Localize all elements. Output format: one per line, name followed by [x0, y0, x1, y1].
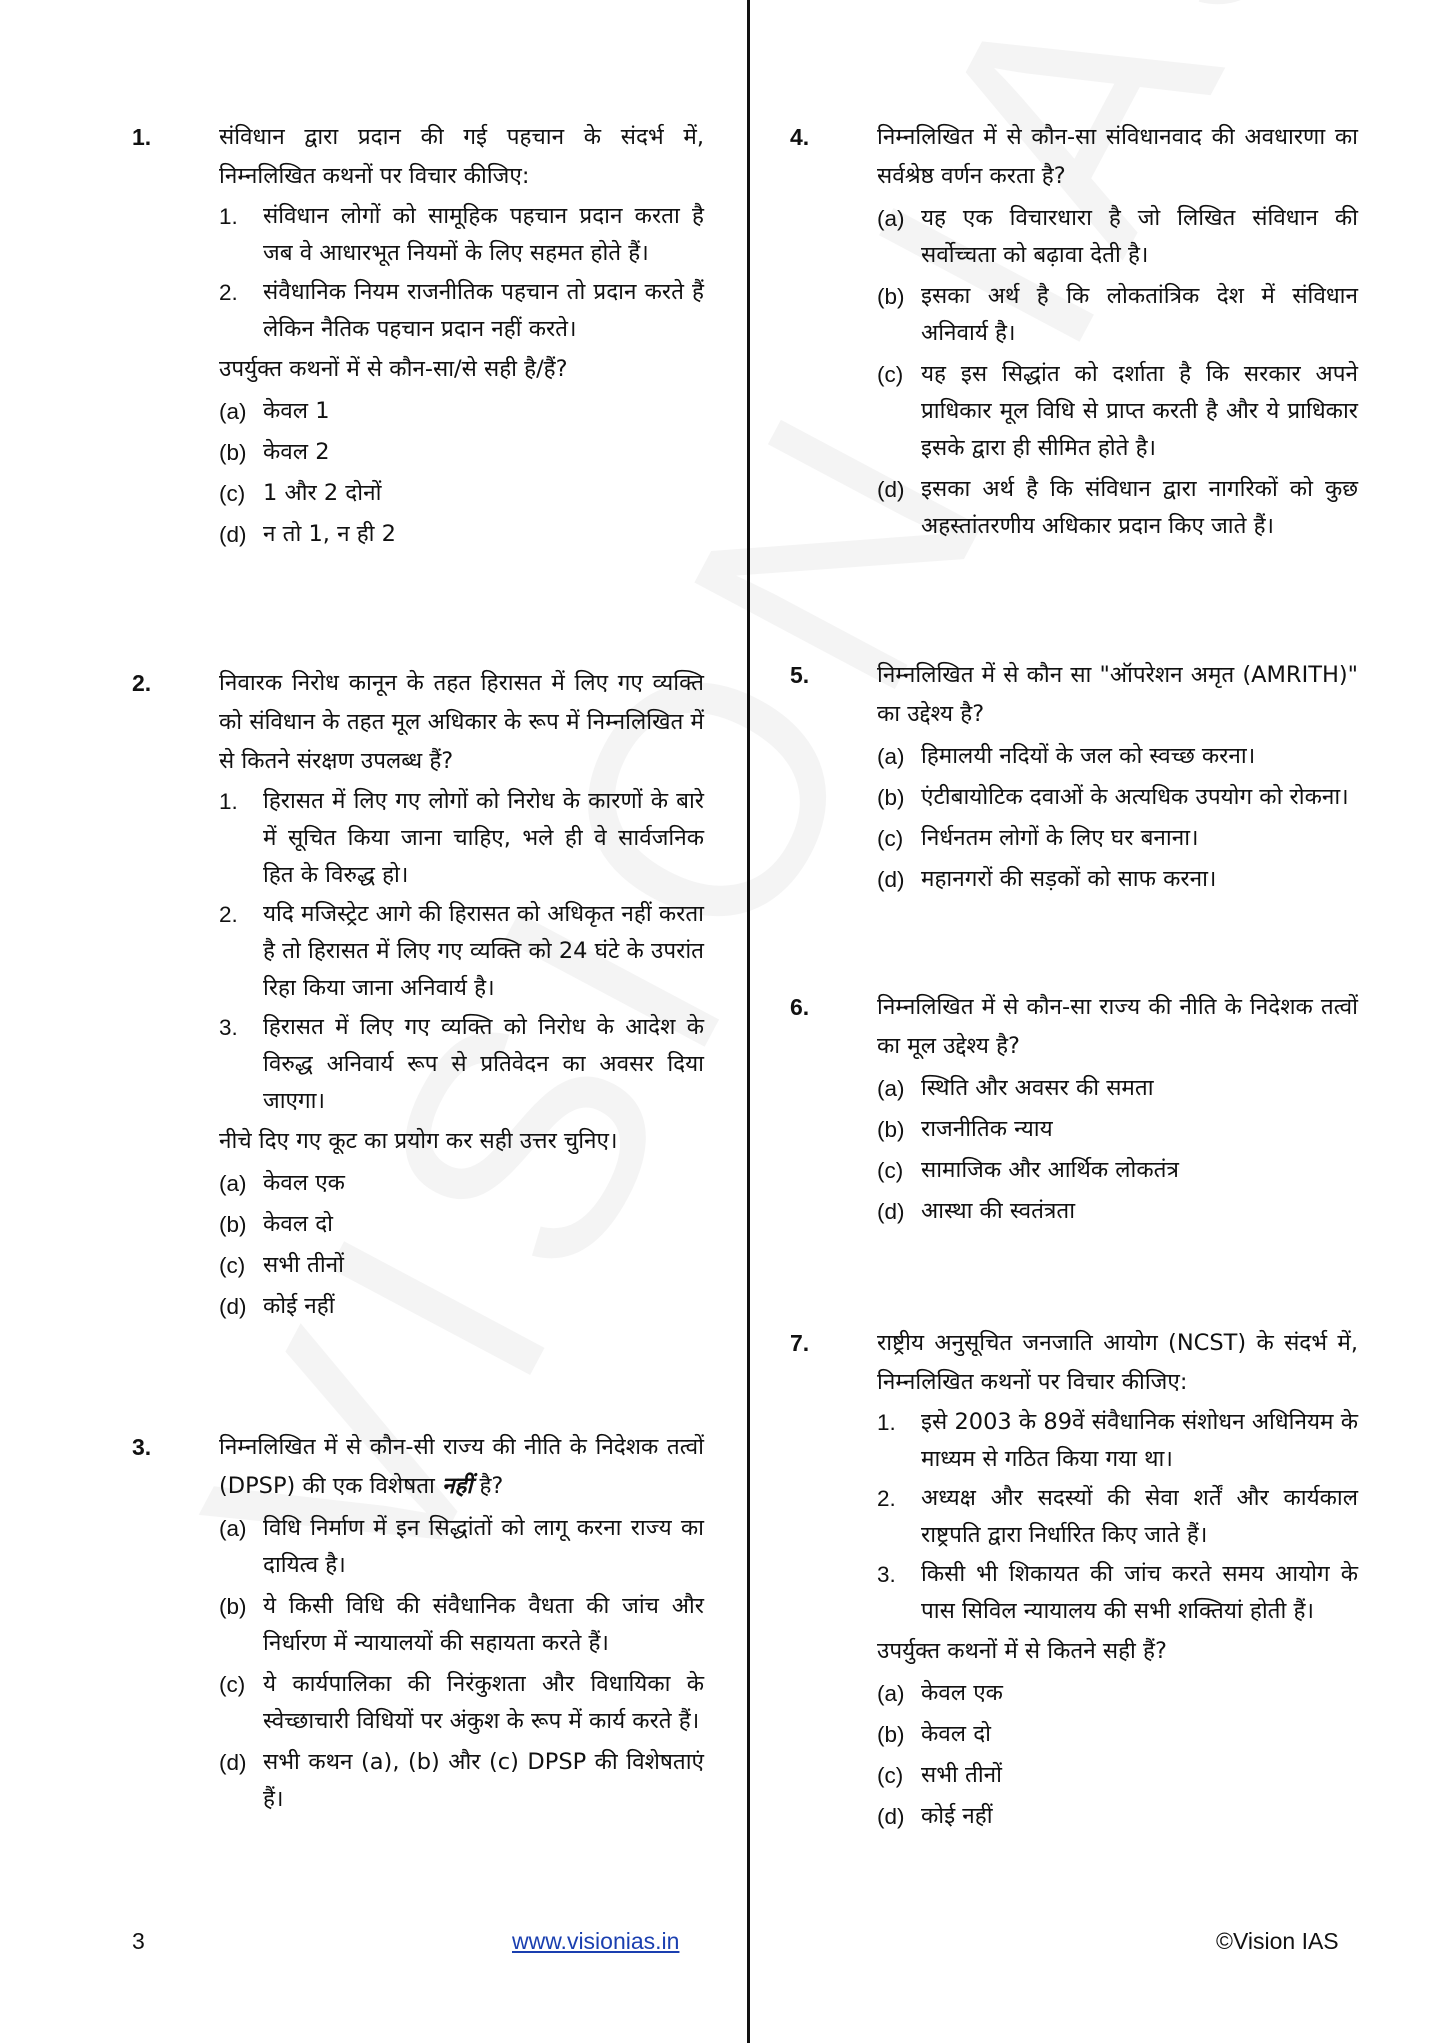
question-2: [132, 664, 704, 1390]
statement-text: किसी भी शिकायत की जांच करते समय आयोग के पास सिविल न्यायालय की सभी शक्तियां होती हैं।: [921, 1561, 1358, 1624]
option-a[interactable]: [877, 200, 1358, 274]
option-label: (b): [219, 1212, 247, 1237]
statement-label: 2.: [877, 1486, 896, 1511]
option-a[interactable]: [219, 1165, 704, 1202]
option-label: (d): [877, 1199, 905, 1224]
statement-text: अध्यक्ष और सदस्यों की सेवा शर्तें और कार्यकाल राष्ट्रपति द्वारा निर्धारित किए जाते हैं।: [921, 1485, 1358, 1548]
statement: [877, 1556, 1358, 1630]
option-label: (a): [219, 1171, 247, 1196]
statement-label: 3.: [877, 1562, 896, 1587]
left-column: [132, 118, 704, 1818]
option-b[interactable]: [877, 278, 1358, 352]
option-c[interactable]: [877, 1757, 1358, 1794]
question-ask: नीचे दिए गए कूट का प्रयोग कर सही उत्तर चुनिए।: [219, 1128, 618, 1154]
statement: [877, 1480, 1358, 1554]
statement-text: संवैधानिक नियम राजनीतिक पहचान तो प्रदान करते हैं लेकिन नैतिक पहचान प्रदान नहीं करते।: [263, 279, 704, 342]
option-d[interactable]: [219, 516, 704, 553]
option-text: केवल दो: [263, 1211, 333, 1237]
statement-text: हिरासत में लिए गए व्यक्ति को निरोध के आदेश के विरुद्ध अनिवार्य रूप से प्रतिवेदन का अवसर दिया जाएगा।: [263, 1014, 704, 1114]
question-stem: [219, 1428, 704, 1506]
option-label: (a): [219, 399, 247, 424]
option-c[interactable]: [877, 356, 1358, 467]
option-a[interactable]: [877, 738, 1358, 775]
statement: [219, 1009, 704, 1120]
option-text: सभी तीनों: [921, 1762, 1002, 1788]
option-b[interactable]: [877, 1111, 1358, 1148]
option-text: केवल दो: [921, 1721, 991, 1747]
question-stem: संविधान द्वारा प्रदान की गई पहचान के संदर्भ में, निम्नलिखित कथनों पर विचार कीजिए:: [219, 124, 704, 189]
statement: [219, 198, 704, 272]
question-4: [790, 118, 1358, 618]
option-label: (d): [219, 1294, 247, 1319]
option-b[interactable]: [219, 1206, 704, 1243]
option-text: ये कार्यपालिका की निरंकुशता और विधायिका के स्वेच्छाचारी विधियों पर अंकुश के रूप में कार्य करते हैं।: [263, 1671, 704, 1734]
option-label: (c): [219, 1253, 246, 1278]
option-text: केवल एक: [921, 1680, 1003, 1706]
option-label: (c): [877, 362, 904, 387]
option-d[interactable]: [877, 1798, 1358, 1835]
stem-emphasis: नहीं: [442, 1473, 473, 1499]
option-text: राजनीतिक न्याय: [921, 1116, 1053, 1142]
option-b[interactable]: [219, 434, 704, 471]
statement: [219, 274, 704, 348]
option-text: निर्धनतम लोगों के लिए घर बनाना।: [921, 825, 1199, 851]
stem-text: निम्नलिखित में से कौन-सी राज्य की नीति के निदेशक तत्वों (DPSP) की एक विशेषता: [219, 1434, 704, 1499]
option-text: ये किसी विधि की संवैधानिक वैधता की जांच और निर्धारण में न्यायालयों की सहायता करते हैं।: [263, 1593, 704, 1656]
question-stem: निवारक निरोध कानून के तहत हिरासत में लिए गए व्यक्ति को संविधान के तहत मूल अधिकार के रूप में निम्नलिखित में से कितने संरक्षण उपलब्ध हैं?: [219, 670, 704, 774]
statement: [219, 896, 704, 1007]
question-number: 3.: [132, 1434, 152, 1460]
statement: [877, 1404, 1358, 1478]
website-link[interactable]: www.visionias.in: [512, 1928, 680, 1954]
option-text: यह इस सिद्धांत को दर्शाता है कि सरकार अपने प्राधिकार मूल विधि से प्राप्त करती है और ये प्राधिकार इसके द्वारा ही सीमित होते है।: [921, 361, 1358, 461]
question-number: 2.: [132, 670, 152, 696]
statement-label: 2.: [219, 280, 238, 305]
option-c[interactable]: [219, 1666, 704, 1740]
option-label: (b): [877, 284, 905, 309]
option-label: (b): [219, 440, 247, 465]
option-label: (b): [877, 1722, 905, 1747]
option-text: कोई नहीं: [921, 1803, 993, 1829]
option-label: (b): [877, 785, 905, 810]
option-text: विधि निर्माण में इन सिद्धांतों को लागू करना राज्य का दायित्व है।: [263, 1515, 704, 1578]
option-label: (b): [219, 1594, 247, 1619]
question-1: [132, 118, 704, 598]
option-c[interactable]: [219, 1247, 704, 1284]
option-text: स्थिति और अवसर की समता: [921, 1075, 1154, 1101]
statement-label: 1.: [219, 204, 238, 229]
question-stem: निम्नलिखित में से कौन-सा राज्य की नीति के निदेशक तत्वों का मूल उद्देश्य है?: [877, 994, 1358, 1059]
option-a[interactable]: [219, 1510, 704, 1584]
question-number: 5.: [790, 662, 810, 688]
option-text: इसका अर्थ है कि संविधान द्वारा नागरिकों को कुछ अहस्तांतरणीय अधिकार प्रदान किए जाते हैं।: [921, 476, 1358, 539]
question-5: [790, 656, 1358, 966]
statement-label: 1.: [877, 1410, 896, 1435]
statement-label: 1.: [219, 789, 238, 814]
option-label: (c): [877, 1763, 904, 1788]
option-label: (a): [877, 206, 905, 231]
option-label: (a): [219, 1516, 247, 1541]
option-text: महानगरों की सड़कों को साफ करना।: [921, 866, 1217, 892]
question-stem: निम्नलिखित में से कौन सा "ऑपरेशन अमृत (AMRITH)" का उद्देश्य है?: [877, 662, 1358, 727]
option-text: हिमालयी नदियों के जल को स्वच्छ करना।: [921, 743, 1256, 769]
option-d[interactable]: [877, 471, 1358, 545]
option-text: केवल एक: [263, 1170, 345, 1196]
option-c[interactable]: [877, 820, 1358, 857]
option-text: सभी तीनों: [263, 1252, 344, 1278]
option-text: न तो 1, न ही 2: [263, 521, 396, 547]
option-label: (c): [877, 1158, 904, 1183]
stem-text-end: है?: [472, 1473, 504, 1499]
copyright-notice: ©Vision IAS: [1216, 1928, 1339, 1954]
option-c[interactable]: [219, 475, 704, 512]
question-6: [790, 988, 1358, 1288]
option-d[interactable]: [877, 1193, 1358, 1230]
statement: [219, 783, 704, 894]
option-label: (d): [877, 1804, 905, 1829]
statement-text: संविधान लोगों को सामूहिक पहचान प्रदान करता है जब वे आधारभूत नियमों के लिए सहमत होते हैं।: [263, 203, 704, 266]
option-label: (a): [877, 1076, 905, 1101]
option-text: यह एक विचारधारा है जो लिखित संविधान की सर्वोच्चता को बढ़ावा देती है।: [921, 205, 1358, 268]
option-text: इसका अर्थ है कि लोकतांत्रिक देश में संविधान अनिवार्य है।: [921, 283, 1358, 346]
option-text: आस्था की स्वतंत्रता: [921, 1198, 1076, 1224]
option-label: (d): [877, 867, 905, 892]
option-c[interactable]: [877, 1152, 1358, 1189]
option-d[interactable]: [219, 1744, 704, 1818]
option-label: (c): [219, 1672, 246, 1697]
option-text: सामाजिक और आर्थिक लोकतंत्र: [921, 1157, 1179, 1183]
option-a[interactable]: [219, 393, 704, 430]
statement-label: 2.: [219, 902, 238, 927]
option-a[interactable]: [877, 1070, 1358, 1107]
option-text: केवल 2: [263, 439, 330, 465]
option-label: (d): [877, 477, 905, 502]
option-a[interactable]: [877, 1675, 1358, 1712]
option-b[interactable]: [877, 779, 1358, 816]
option-text: एंटीबायोटिक दवाओं के अत्यधिक उपयोग को रोकना।: [921, 784, 1349, 810]
statement-text: यदि मजिस्ट्रेट आगे की हिरासत को अधिकृत नहीं करता है तो हिरासत में लिए गए व्यक्ति को 24 घंटे के उपरांत रिहा किया जाना अनिवार्य है।: [263, 901, 704, 1001]
option-label: (a): [877, 744, 905, 769]
option-d[interactable]: [877, 861, 1358, 898]
question-number: 4.: [790, 124, 810, 150]
question-ask: उपर्युक्त कथनों में से कितने सही हैं?: [877, 1638, 1167, 1664]
option-text: केवल 1: [263, 398, 330, 424]
question-number: 1.: [132, 124, 152, 150]
statement-text: इसे 2003 के 89वें संवैधानिक संशोधन अधिनियम के माध्यम से गठित किया गया था।: [921, 1409, 1358, 1472]
question-ask: उपर्युक्त कथनों में से कौन-सा/से सही है/हैं?: [219, 356, 568, 382]
option-b[interactable]: [219, 1588, 704, 1662]
option-label: (c): [877, 826, 904, 851]
question-stem: राष्ट्रीय अनुसूचित जनजाति आयोग (NCST) के संदर्भ में, निम्नलिखित कथनों पर विचार कीजिए:: [877, 1330, 1358, 1395]
question-7: [790, 1324, 1358, 1835]
option-text: सभी कथन (a), (b) और (c) DPSP की विशेषताएं हैं।: [263, 1749, 704, 1812]
option-b[interactable]: [877, 1716, 1358, 1753]
question-number: 7.: [790, 1330, 810, 1356]
option-text: 1 और 2 दोनों: [263, 480, 382, 506]
question-stem: निम्नलिखित में से कौन-सा संविधानवाद की अवधारणा का सर्वश्रेष्ठ वर्णन करता है?: [877, 124, 1358, 189]
option-label: (b): [877, 1117, 905, 1142]
page-number: 3: [132, 1928, 145, 1954]
statement-label: 3.: [219, 1015, 238, 1040]
option-text: कोई नहीं: [263, 1293, 335, 1319]
right-column: [790, 118, 1358, 1835]
option-label: (d): [219, 522, 247, 547]
question-number: 6.: [790, 994, 810, 1020]
option-d[interactable]: [219, 1288, 704, 1325]
question-3: [132, 1428, 704, 1818]
statement-text: हिरासत में लिए गए लोगों को निरोध के कारणों के बारे में सूचित किया जाना चाहिए, भले ही वे सार्वजनिक हित के विरुद्ध हो।: [263, 788, 704, 888]
option-label: (d): [219, 1750, 247, 1775]
column-divider: [747, 0, 750, 2043]
option-label: (c): [219, 481, 246, 506]
option-label: (a): [877, 1681, 905, 1706]
